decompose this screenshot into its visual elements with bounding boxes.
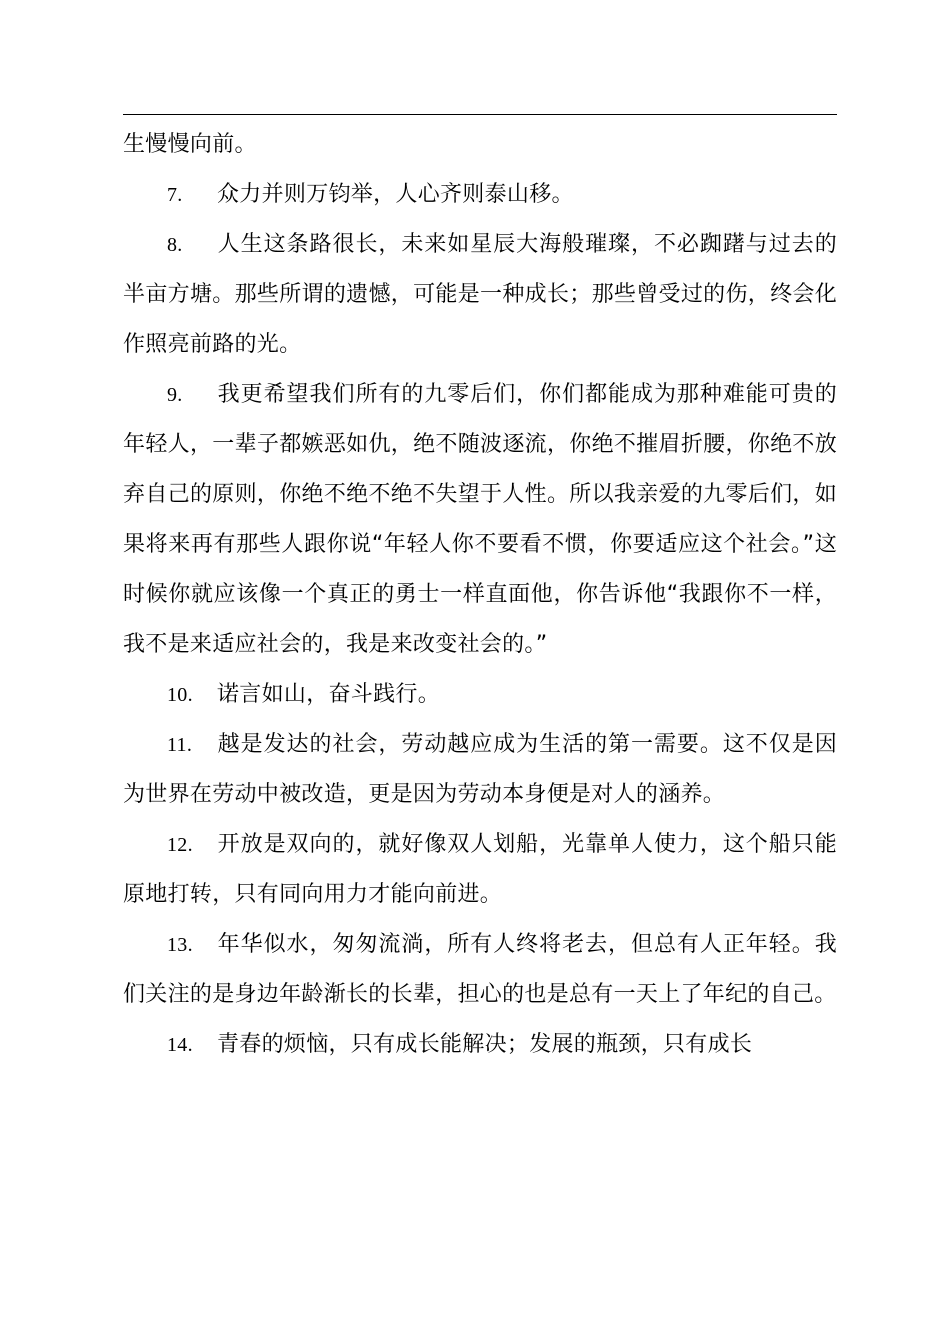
item-text: 开放是双向的，就好像双人划船，光靠单人使力，这个船只能原地打转，只有同向用力才能向前进。: [123, 832, 837, 907]
item-number: 8.: [167, 234, 183, 256]
item-text: 年华似水，匆匆流淌，所有人终将老去，但总有人正年轻。我们关注的是身边年龄渐长的长辈，担心的也是总有一天上了年纪的自己。: [123, 932, 837, 1007]
item-number: 14.: [167, 1034, 193, 1056]
continuation-paragraph: 生慢慢向前。: [123, 132, 257, 157]
item-number: 7.: [167, 184, 183, 206]
list-item: [123, 170, 837, 220]
list-item: [123, 920, 837, 1020]
item-number: 11.: [167, 734, 193, 756]
list-item: [123, 370, 837, 670]
item-text: 青春的烦恼，只有成长能解决；发展的瓶颈，只有成长: [217, 1032, 753, 1057]
item-number: 13.: [167, 934, 193, 956]
list-item: [123, 720, 837, 820]
list-item: [123, 820, 837, 920]
item-number: 10.: [167, 684, 193, 706]
item-text: 越是发达的社会，劳动越应成为生活的第一需要。这不仅是因为世界在劳动中被改造，更是因为劳动本身便是对人的涵养。: [123, 732, 837, 807]
document-body: [123, 120, 837, 1070]
list-item: [123, 670, 837, 720]
item-text: 众力并则万钧举，人心齐则泰山移。: [217, 182, 574, 207]
list-item: [123, 1020, 837, 1070]
item-text: 我更希望我们所有的九零后们，你们都能成为那种难能可贵的年轻人，一辈子都嫉恶如仇，绝不随波逐流，你绝不摧眉折腰，你绝不放弃自己的原则，你绝不绝不绝不失望于人性。所以我亲爱的九零后们，如果将来再有那些人跟你说“年轻人你不要看不惯，你要适应这个社会。”这时候你就应该像一个真正的勇士一样直面他，你告诉他“我跟你不一样，我不是来适应社会的，我是来改变社会的。”: [123, 382, 837, 657]
header-rule: [123, 114, 837, 115]
item-number: 9.: [167, 384, 183, 406]
item-number: 12.: [167, 834, 193, 856]
item-text: 诺言如山，奋斗践行。: [217, 682, 441, 707]
item-text: 人生这条路很长，未来如星辰大海般璀璨，不必踟躇与过去的半亩方塘。那些所谓的遗憾，可能是一种成长；那些曾受过的伤，终会化作照亮前路的光。: [123, 232, 837, 357]
list-item: [123, 220, 837, 370]
